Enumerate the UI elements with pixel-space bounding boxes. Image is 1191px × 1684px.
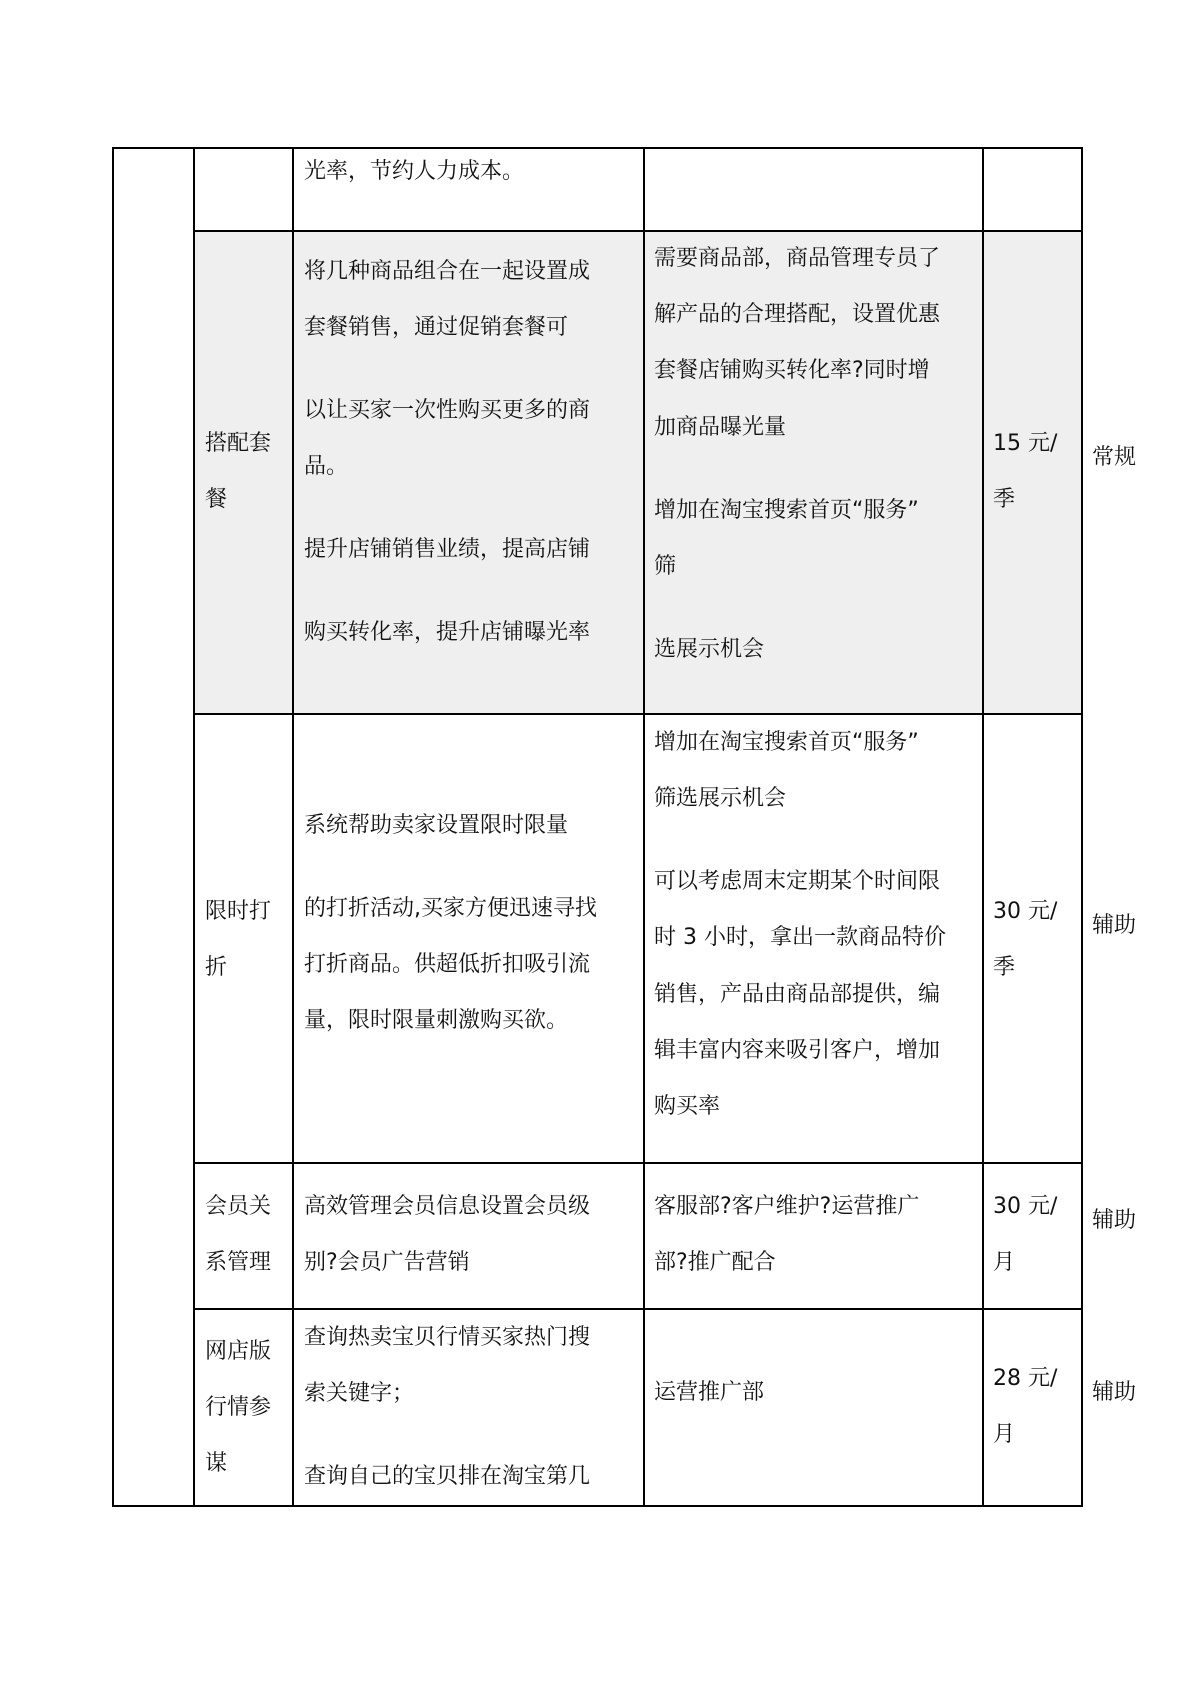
table-border [643, 147, 645, 1506]
row-price: 28 元/ 月 [993, 1366, 1058, 1447]
row-type: 辅助 [1092, 1208, 1137, 1233]
row-type: 辅助 [1092, 913, 1137, 938]
row-price: 30 元/ 月 [993, 1194, 1058, 1275]
row-price: 30 元/ 季 [993, 899, 1058, 980]
row-note: 运营推广部 [654, 1380, 765, 1405]
row-name: 会员关 系管理 [205, 1194, 272, 1275]
row-type: 常规 [1092, 445, 1137, 470]
table-border [193, 230, 1083, 232]
table-border [112, 147, 114, 1506]
table-border [982, 147, 984, 1506]
row-type: 辅助 [1092, 1380, 1137, 1405]
table-border [292, 147, 294, 1506]
table-border [193, 1308, 1083, 1310]
document-page: 光率，节约人力成本。 搭配套 餐 将几种商品组合在一起设置成 套餐销售，通过促销套餐可 以让买家一次性购买更多的商 品。 提升店铺销售业绩，提高店铺 购买转化率，提升店铺曝光率 需要商品部，商品管理专员了 解产品的合理搭配，设置优惠 套餐店铺购买转化率?同时增 加商品曝光量 增加在淘宝搜索首页“服务” 筛 选展示机会 15 元/ 季 常规 限时打 折 系统帮助卖家设置限时限量 的打折活动,买家方便迅速寻找 打折商品。供超低折扣吸引流 量，限时限量刺激购买欲。 增加在淘宝搜索首页“服务” 筛选展示机会 可以考虑周末定期某个时间限 时 3 小时，拿出一款商品特价 销售，产品由商品部提供，编 辑丰富内容来吸引客户，增加 购买率 30 元/ 季 辅助 会员关 系管理 高效管理会员信息设置会员级 别?会员广告营销 客服部?客户维护?运营推广 部?推广配合 30 元/ 月 辅助 网店版 行情参 谋 查询热卖宝贝行情买家热门搜 索关键字； 查询自己的宝贝排在淘宝第几 运营推广部 28 元/ 月 辅助 [0, 0, 1191, 1684]
row-description: 光率，节约人力成本。 [304, 159, 525, 184]
table-border [112, 1505, 1083, 1507]
table-border [193, 713, 1083, 715]
table-border [193, 147, 195, 1506]
row-price: 15 元/ 季 [993, 431, 1058, 512]
table-border [112, 147, 1083, 149]
row-description: 高效管理会员信息设置会员级 别?会员广告营销 [304, 1194, 591, 1275]
table-border [1081, 147, 1083, 1506]
row-name: 限时打 折 [205, 899, 272, 980]
row-name: 搭配套 餐 [205, 431, 272, 512]
row-name: 网店版 行情参 谋 [205, 1339, 272, 1476]
table-border [193, 1162, 1083, 1164]
row-note: 客服部?客户维护?运营推广 部?推广配合 [654, 1194, 920, 1275]
